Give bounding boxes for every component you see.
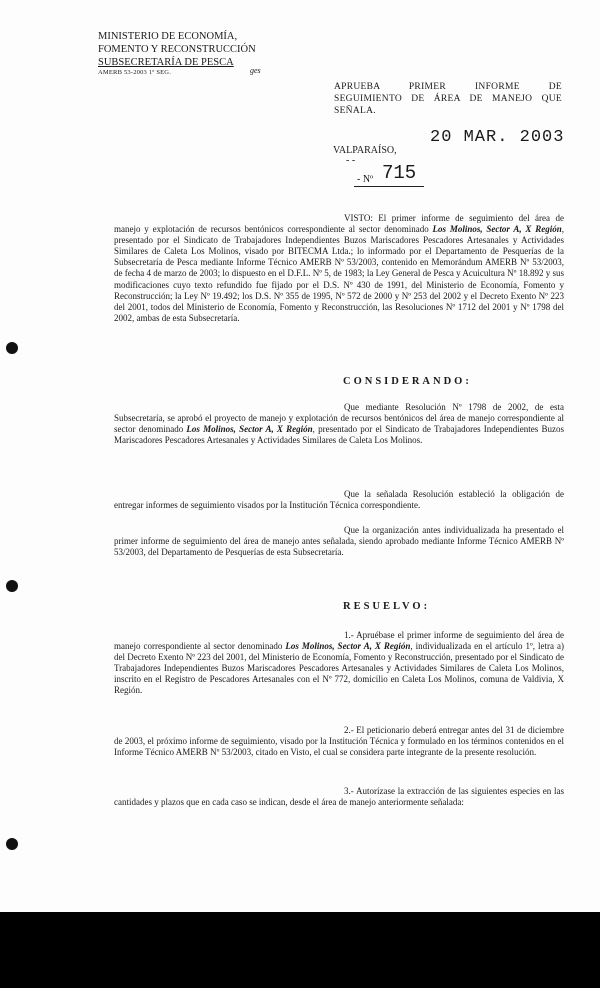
letterhead-line: MINISTERIO DE ECONOMÍA, <box>98 31 238 42</box>
considerando-paragraph-3 <box>114 525 564 558</box>
dash-mark: - - <box>346 155 356 166</box>
scan-margin <box>0 912 600 988</box>
handwritten-initials: ges <box>250 66 261 75</box>
punch-hole <box>6 838 18 850</box>
considerando-text: Que mediante Resolución Nº 1798 de 2002, de esta Subsecretaría, se aprobó el proyecto de manejo y explotación de recursos bentónicos del área de manejo correspondiente al sector denominado <box>114 402 564 435</box>
resuelvo-text: 2.- El peticionario deberá entregar antes del 31 de diciembre de 2003, el próximo informe de seguimiento, visado por la Institución Técnica y formulado en los términos contenidos en el Informe Técnico AMERB Nº 53/2003, citado en Visto, el cual se considera parte integrante de la presente resolución. <box>114 725 564 758</box>
sector-name: Los Molinos, Sector A, X Región <box>285 641 411 652</box>
resuelvo-item-3 <box>114 786 564 808</box>
resuelvo-text: 1.- Apruébase el primer informe de seguimiento del área de manejo correspondiente al sector denominado <box>114 630 564 652</box>
date-stamp: 20 MAR. 2003 <box>430 128 565 147</box>
considerando-heading: CONSIDERANDO: <box>343 376 472 387</box>
subject-line: SEÑALA. <box>334 106 376 116</box>
indent <box>114 525 344 535</box>
subject-line: SEGUIMIENTO DE ÁREA DE MANEJO QUE <box>334 94 562 104</box>
number-underline <box>354 186 424 187</box>
indent <box>114 630 344 640</box>
resuelvo-heading: RESUELVO: <box>343 601 431 612</box>
resuelvo-item-1 <box>114 630 564 697</box>
letterhead-line: FOMENTO Y RECONSTRUCCIÓN <box>98 44 256 55</box>
visto-text: , presentado por el Sindicato de Trabajadores Independientes Buzos Mariscadores Pescadores Artesanales y Actividades Similares de Caleta Los Molinos, visado por BITECMA Ltda.; lo informado por el Departamento de Pesquerías de la Subsecretaría de Pesca mediante Informe Técnico AMERB Nº 53/2003, contenido en Memorándum AMERB Nº 53/2003, de fecha 4 de marzo de 2003; lo dispuesto en el D.F.L. Nº 5, de 1983; la Ley General de Pesca y Acuicultura Nº 18.892 y sus modificaciones cuyo texto refundido fue fijado por el D.S. Nº 430 de 1991, del Ministerio de Economía, Fomento y Reconstrucción; la Ley Nº 19.492; los D.S. Nº 355 de 1995, Nº 572 de 2000 y Nº 253 del 2002 y el Decreto Exento Nº 223 del 2001, todos del Ministerio de Economía, Fomento y Reconstrucción, las Resoluciones Nº 1712 del 2001 y Nº 1798 del 2002, ambas de esta Subsecretaría. <box>114 224 565 323</box>
indent <box>114 489 344 499</box>
reference-code: AMERB 53-2003 1º SEG. <box>98 69 172 76</box>
considerando-text: Que la organización antes individualizada ha presentado el primer informe de seguimiento del área de manejo antes señalada, siendo aprobado mediante Informe Técnico AMERB Nº 53/2003, del Departamento de Pesquerías de esta Subsecretaría. <box>114 525 564 558</box>
considerando-paragraph-2 <box>114 489 564 511</box>
considerando-paragraph-1 <box>114 402 564 446</box>
sector-name: Los Molinos, Sector A, X Región <box>186 424 313 435</box>
visto-label: VISTO: <box>344 213 373 223</box>
letterhead-line: SUBSECRETARÍA DE PESCA <box>98 57 234 68</box>
sector-name: Los Molinos, Sector A, X Región <box>432 224 562 235</box>
punch-hole <box>6 580 18 592</box>
resolution-subject <box>334 81 562 117</box>
visto-text: El primer informe de seguimiento del área de manejo y explotación de recursos bentónicos correspondiente al sector denominado <box>114 213 564 235</box>
subject-line: APRUEBA PRIMER INFORME DE <box>334 82 562 92</box>
indent <box>114 725 344 735</box>
considerando-text: Que la señalada Resolución estableció la obligación de entregar informes de seguimiento visados por la Institución Técnica correspondiente. <box>114 489 564 511</box>
resuelvo-text: , individualizada en el artículo 1º, letra a) del Decreto Exento Nº 223 del 2001, del Ministerio de Economía, Fomento y Reconstrucción, presentado por el Sindicato de Trabajadores Independientes Buzos Mariscadores Pescadores Artesanales y Actividades Similares de Caleta Los Molinos, inscrito en el Registro de Pescadores Artesanales con el Nº 772, domicilio en Caleta Los Molinos, comuna de Valdivia, X Región. <box>114 641 564 696</box>
resuelvo-text: 3.- Autorízase la extracción de las siguientes especies en las cantidades y plazos que en cada caso se indican, desde el área de manejo anteriormente señalada: <box>114 786 564 808</box>
resolution-number: 715 <box>382 162 417 184</box>
indent <box>114 786 344 796</box>
city: VALPARAÍSO, <box>333 145 397 156</box>
resuelvo-item-2 <box>114 725 564 758</box>
considerando-text: , presentado por el Sindicato de Trabajadores Independientes Buzos Mariscadores Pescadores Artesanales y Actividades Similares de Caleta Los Molinos. <box>114 424 564 446</box>
number-label: - Nº <box>357 174 374 185</box>
visto-paragraph <box>114 213 564 324</box>
indent <box>114 402 344 412</box>
letterhead <box>98 30 256 69</box>
punch-hole <box>6 342 18 354</box>
